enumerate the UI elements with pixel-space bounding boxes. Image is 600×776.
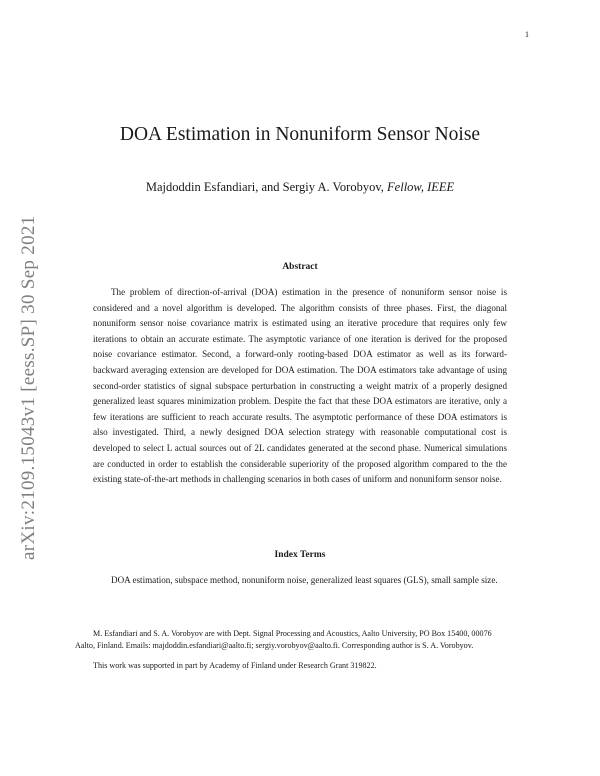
author-fellow-grade: Fellow, IEEE [387, 180, 455, 194]
affiliation-footnote-line1: M. Esfandiari and S. A. Vorobyov are with Dept. Signal Processing and Acoustics, Aalto University, PO Box 15400, 00076 [93, 629, 492, 638]
abstract-text: The problem of direction-of-arrival (DOA) estimation in the presence of nonuniform sensor noise is considered and a novel algorithm is developed. The algorithm consists of three phases. First, the diagonal nonuniform sensor noise covariance matrix is estimated using an iterative procedure that requires only few iterations to obtain an accurate estimate. The asymptotic variance of one iteration is derived for the proposed noise covariance estimator. Second, a forward-only rooting-based DOA estimator as well as its forward-backward averaging extension are developed for DOA estimation. The DOA estimators take advantage of using second-order statistics of signal subspace perturbation in constructing a weight matrix of a properly designed generalized least squares minimization problem. Despite the fact that these DOA estimators are iterative, only a few iterations are sufficient to reach accurate results. The asymptotic performance of these DOA estimators is also investigated. Third, a newly designed DOA selection strategy with reasonable computational cost is developed to select L actual sources out of 2L candidates generated at the second phase. Numerical simulations are conducted in order to establish the considerable superiority of the proposed algorithm compared to the the existing state-of-the-art methods in challenging scenarios in both cases of uniform and nonuniform sensor noise. [93, 287, 507, 485]
author-line [0, 180, 600, 195]
index-terms-text: DOA estimation, subspace method, nonuniform noise, generalized least squares (GLS), small sample size. [111, 575, 498, 585]
paper-title: DOA Estimation in Nonuniform Sensor Noise [119, 124, 481, 145]
arxiv-identifier: arXiv:2109.15043v1 [eess.SP] 30 Sep 2021 [18, 215, 39, 560]
arxiv-stamp [18, 200, 40, 560]
funding-footnote: This work was supported in part by Academy of Finland under Research Grant 319822. [93, 661, 377, 670]
page-number: 1 [525, 30, 529, 39]
abstract-heading: Abstract [282, 262, 318, 272]
affiliation-footnote-line2: Aalto, Finland. Emails: majdoddin.esfandiari@aalto.fi; sergiy.vorobyov@aalto.fi. Corresponding author is S. A. Vorobyov. [75, 641, 474, 650]
author-names: Majdoddin Esfandiari, and Sergiy A. Vorobyov, [145, 180, 384, 194]
index-terms-heading: Index Terms [274, 550, 326, 560]
